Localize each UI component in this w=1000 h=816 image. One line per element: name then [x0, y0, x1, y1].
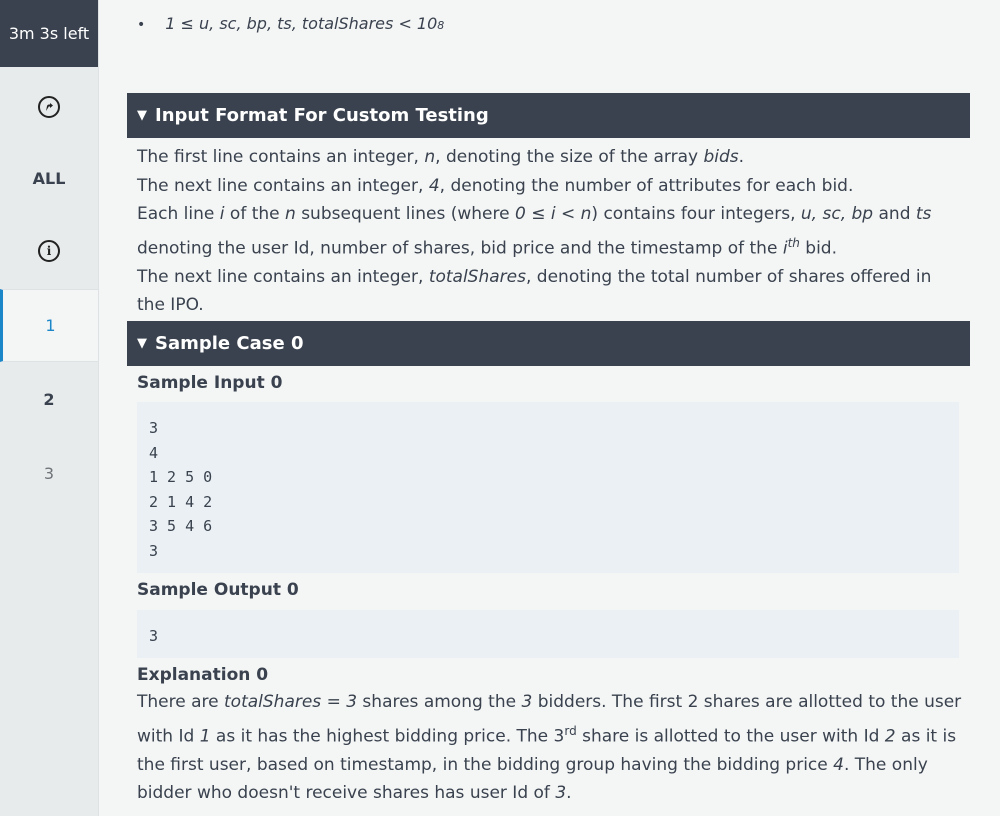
collapse-triangle-icon: ▼ — [137, 336, 147, 351]
timer: 3m 3s left — [0, 0, 98, 67]
code-line: 3 — [149, 419, 159, 437]
code-line: 4 — [149, 443, 159, 462]
collapse-triangle-icon: ▼ — [137, 108, 147, 123]
problem-statement — [99, 0, 1000, 816]
explanation-text: There are totalShares = 3 shares among the 3 bidders. The first 2 shares are allotted to the user with Id 1 as it has the highest bidding price. The 3rd share is allotted to the user with Id 2 as it is the first user, based on timestamp, in the bidding group having the bidding price 4. The only bidder who doesn't receive shares has user Id of 3. — [137, 692, 962, 804]
compass-icon — [38, 96, 60, 118]
constraint-item: • 1 ≤ u, sc, bp, ts, totalShares < 10 8 — [137, 14, 445, 33]
sidebar-item-question-3[interactable]: 3 — [43, 463, 55, 483]
sidebar — [0, 0, 99, 816]
input-format-header[interactable]: ▼ Input Format For Custom Testing — [127, 93, 970, 138]
sidebar-item-question-2[interactable]: 2 — [43, 389, 55, 409]
code-line: 3 5 4 6 — [149, 517, 213, 535]
sidebar-item-navigate[interactable] — [0, 71, 98, 143]
input-format-text: The first line contains an integer, n, denoting the size of the array bids. The next line contains an integer, 4, denoting the number of attributes for each bid. Each line i of the n subsequent lines (where 0 ≤ i < n) contains four integers, u, sc, bp and ts denoting the user Id, number of shares, bid price and the timestamp of the $i^{th}$ bid. The next line contains an integer, totalShares, denoting the total number of shares offered in the IPO. — [137, 147, 932, 316]
sidebar-item-all[interactable]: ALL — [32, 168, 66, 188]
info-icon: i — [38, 240, 60, 262]
code-line: 3 — [149, 541, 159, 560]
sample-input-label: Sample Input 0 — [137, 373, 283, 393]
code-line: 3 — [149, 627, 159, 645]
code-line: 1 2 5 0 — [149, 468, 213, 486]
explanation-label: Explanation 0 — [137, 665, 269, 685]
sample-case-header[interactable]: ▼ Sample Case 0 — [127, 321, 970, 366]
sidebar-item-question-1[interactable]: 1 — [0, 289, 98, 362]
sample-input-code — [137, 402, 959, 573]
code-line: 2 1 4 2 — [149, 492, 213, 511]
sample-output-code — [137, 610, 959, 658]
sample-output-label: Sample Output 0 — [137, 580, 299, 600]
sidebar-item-info[interactable] — [0, 215, 98, 287]
